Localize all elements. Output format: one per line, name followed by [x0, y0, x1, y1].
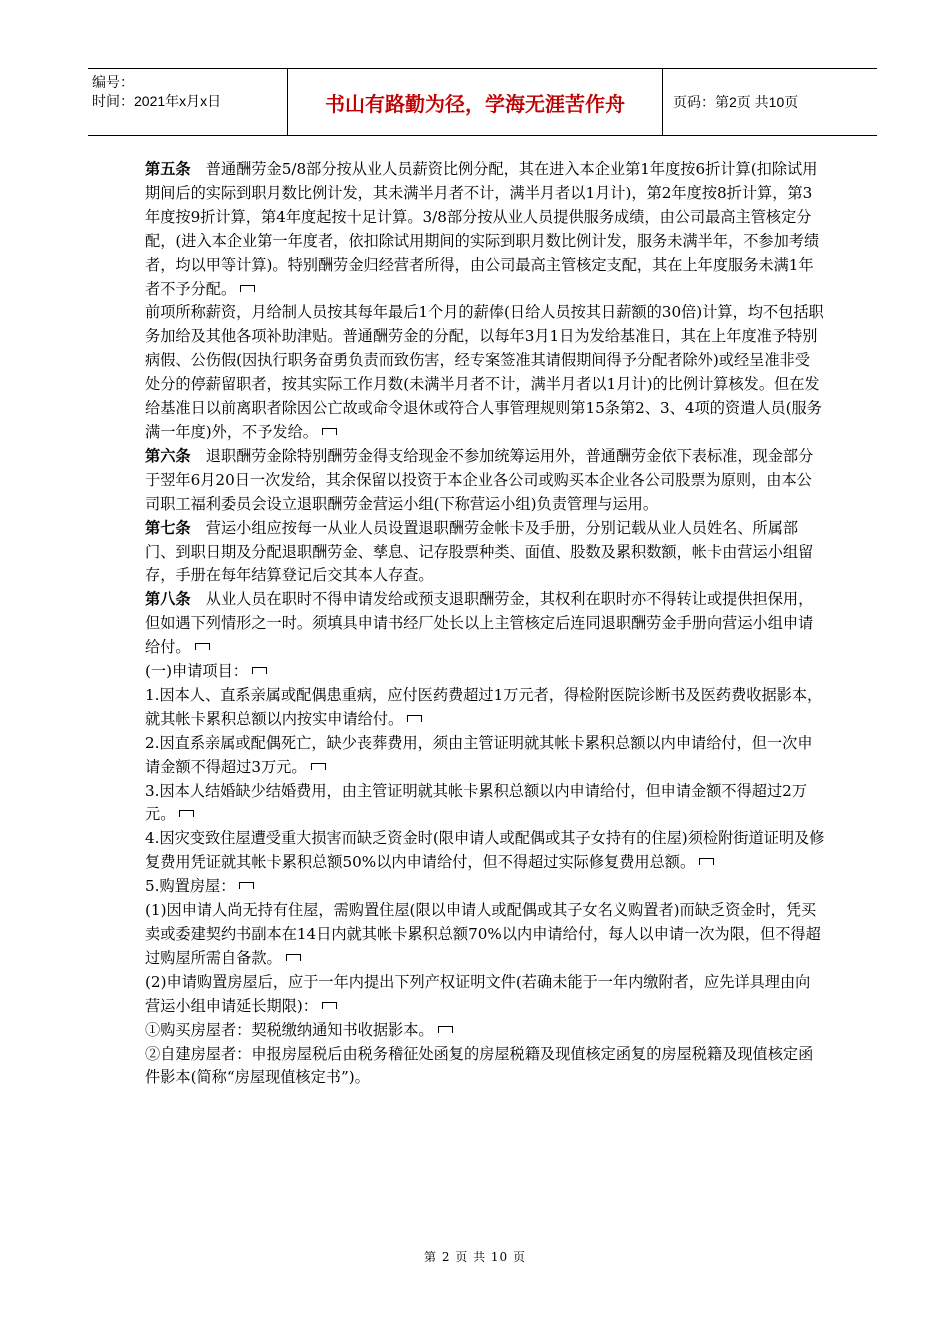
paragraph: [145, 780, 825, 828]
paragraph-text: 1.因本人、直系亲属或配偶患重病，应付医药费超过1万元者，得检附医院诊断书及医药费收据影本，就其帐卡累积总额以内按实申请给付。: [145, 685, 823, 728]
paragraph-mark-icon: [179, 810, 194, 817]
paragraph-text: 前项所称薪资，月给制人员按其每年最后1个月的薪俸(日给人员按其日薪额的30倍)计算，均不包括职务加给及其他各项补助津贴。普通酬劳金的分配，以每年3月1日为发给基准日，其在上年度准予特别病假、公伤假(因执行职务奋勇负责而致伤害，经专案签准其请假期间得予分配者除外)或经呈准非受处分的停薪留职者，按其实际工作月数(未满半月者不计，满半月者以1月计)的比例计算核发。但在发给基准日以前离职者除因公亡故或命令退休或符合人事管理规则第15条第2、3、4项的资遣人员(服务满一年度)外，不予发给。: [145, 303, 824, 441]
article-heading: 第七条: [145, 518, 191, 537]
paragraph-text: 3.因本人结婚缺少结婚费用，由主管证明就其帐卡累积总额以内申请给付，但申请金额不得超过2万元。: [145, 781, 808, 824]
paragraph: [145, 301, 825, 444]
paragraph: [145, 588, 825, 660]
paragraph: [145, 684, 825, 732]
paragraph-mark-icon: [311, 763, 326, 770]
paragraph-text: (一)申请项目：: [145, 662, 248, 681]
paragraph-mark-icon: [322, 428, 337, 435]
paragraph: [145, 1019, 825, 1043]
document-body: [145, 158, 825, 1090]
paragraph-mark-icon: [322, 1002, 337, 1009]
paragraph-text: 2.因直系亲属或配偶死亡，缺少丧葬费用，须由主管证明就其帐卡累积总额以内申请给付，但一次申请金额不得超过3万元。: [145, 733, 813, 776]
paragraph-mark-icon: [240, 285, 255, 292]
paragraph-text: ①购买房屋者：契税缴纳通知书收据影本。: [145, 1020, 434, 1039]
paragraph: [145, 971, 825, 1019]
paragraph-mark-icon: [239, 882, 254, 889]
paragraph: [145, 158, 825, 301]
article-heading: 第八条: [145, 590, 191, 609]
paragraph-mark-icon: [252, 667, 267, 674]
paragraph-text: 4.因灾变致住屋遭受重大损害而缺乏资金时(限申请人或配偶或其子女持有的住屋)须检附街道证明及修复费用凭证就其帐卡累积总额50%以内申请给付，但不得超过实际修复费用总额。: [145, 829, 825, 872]
paragraph: [145, 517, 825, 589]
time-label: 时间：2021年x月x日: [92, 93, 222, 109]
header-page-label: 页码：第2页 共10页: [673, 94, 799, 110]
page-header: [88, 68, 877, 136]
paragraph: [145, 732, 825, 780]
paragraph-text: 普通酬劳金5/8部分按从业人员薪资比例分配，其在进入本企业第1年度按6折计算(扣除试用期间后的实际到职月数比例计发，其未满半月者不计，满半月者以1月计)，第2年度按8折计算，第3年度按9折计算，第4年度起按十足计算。3/8部分按从业人员提供服务成绩，由公司最高主管核定分配，(进入本企业第一年度者，依扣除试用期间的实际到职月数比例计发，服务未满半年，不参加考绩者，均以甲等计算)。特别酬劳金归经营者所得，由公司最高主管核定支配，其在上年度服务未满1年者不予分配。: [145, 160, 820, 298]
paragraph-text: (2)申请购置房屋后，应于一年内提出下列产权证明文件(若确未能于一年内缴附者，应先详具理由向营运小组申请延长期限)：: [145, 972, 811, 1015]
paragraph: [145, 1043, 825, 1091]
paragraph: [145, 899, 825, 971]
paragraph-text: 退职酬劳金除特别酬劳金得支给现金不参加统筹运用外，普通酬劳金依下表标准，现金部分于翌年6月20日一次发给，其余保留以投资于本企业各公司或购买本企业各公司股票为原则，由本公司职工福利委员会设立退职酬劳金营运小组(下称营运小组)负责管理与运用。: [145, 446, 814, 513]
doc-number-label: 编号：: [92, 74, 134, 90]
page-footer: 第 2 页 共 10 页: [424, 1250, 526, 1264]
paragraph-text: 从业人员在职时不得申请发给或预支退职酬劳金，其权利在职时亦不得转让或提供担保用，但如遇下列情形之一时。须填具申请书经厂处长以上主管核定后连同退职酬劳金手册向营运小组申请给付。: [145, 590, 814, 657]
paragraph: [145, 875, 825, 899]
header-meta: [88, 69, 288, 135]
paragraph: [145, 445, 825, 517]
paragraph-text: ②自建房屋者：申报房屋税后由税务稽征处函复的房屋税籍及现值核定函复的房屋税籍及现值核定函件影本(简称“房屋现值核定书”)。: [145, 1044, 814, 1087]
paragraph-text: (1)因申请人尚无持有住屋，需购置住屋(限以申请人或配偶或其子女名义购置者)而缺乏资金时，凭买卖或委建契约书副本在14日内就其帐卡累积总额70%以内申请给付，每人以申请一次为限，但不得超过购屋所需自备款。: [145, 901, 821, 967]
paragraph-text: 5.购置房屋：: [145, 877, 236, 896]
paragraph: [145, 827, 825, 875]
paragraph-mark-icon: [699, 858, 714, 865]
paragraph-mark-icon: [286, 954, 301, 961]
article-heading: 第六条: [145, 446, 191, 465]
paragraph: [145, 660, 825, 684]
paragraph-mark-icon: [195, 643, 210, 650]
paragraph-mark-icon: [407, 715, 422, 722]
article-heading: 第五条: [145, 160, 191, 178]
paragraph-text: 营运小组应按每一从业人员设置退职酬劳金帐卡及手册，分别记载从业人员姓名、所属部门、到职日期及分配退职酬劳金、孳息、记存股票种类、面值、股数及累积数额，帐卡由营运小组留存，手册在每年结算登记后交其本人存查。: [145, 518, 814, 585]
paragraph-mark-icon: [438, 1026, 453, 1033]
header-motto: 书山有路勤为径，学海无涯苦作舟: [288, 69, 663, 135]
